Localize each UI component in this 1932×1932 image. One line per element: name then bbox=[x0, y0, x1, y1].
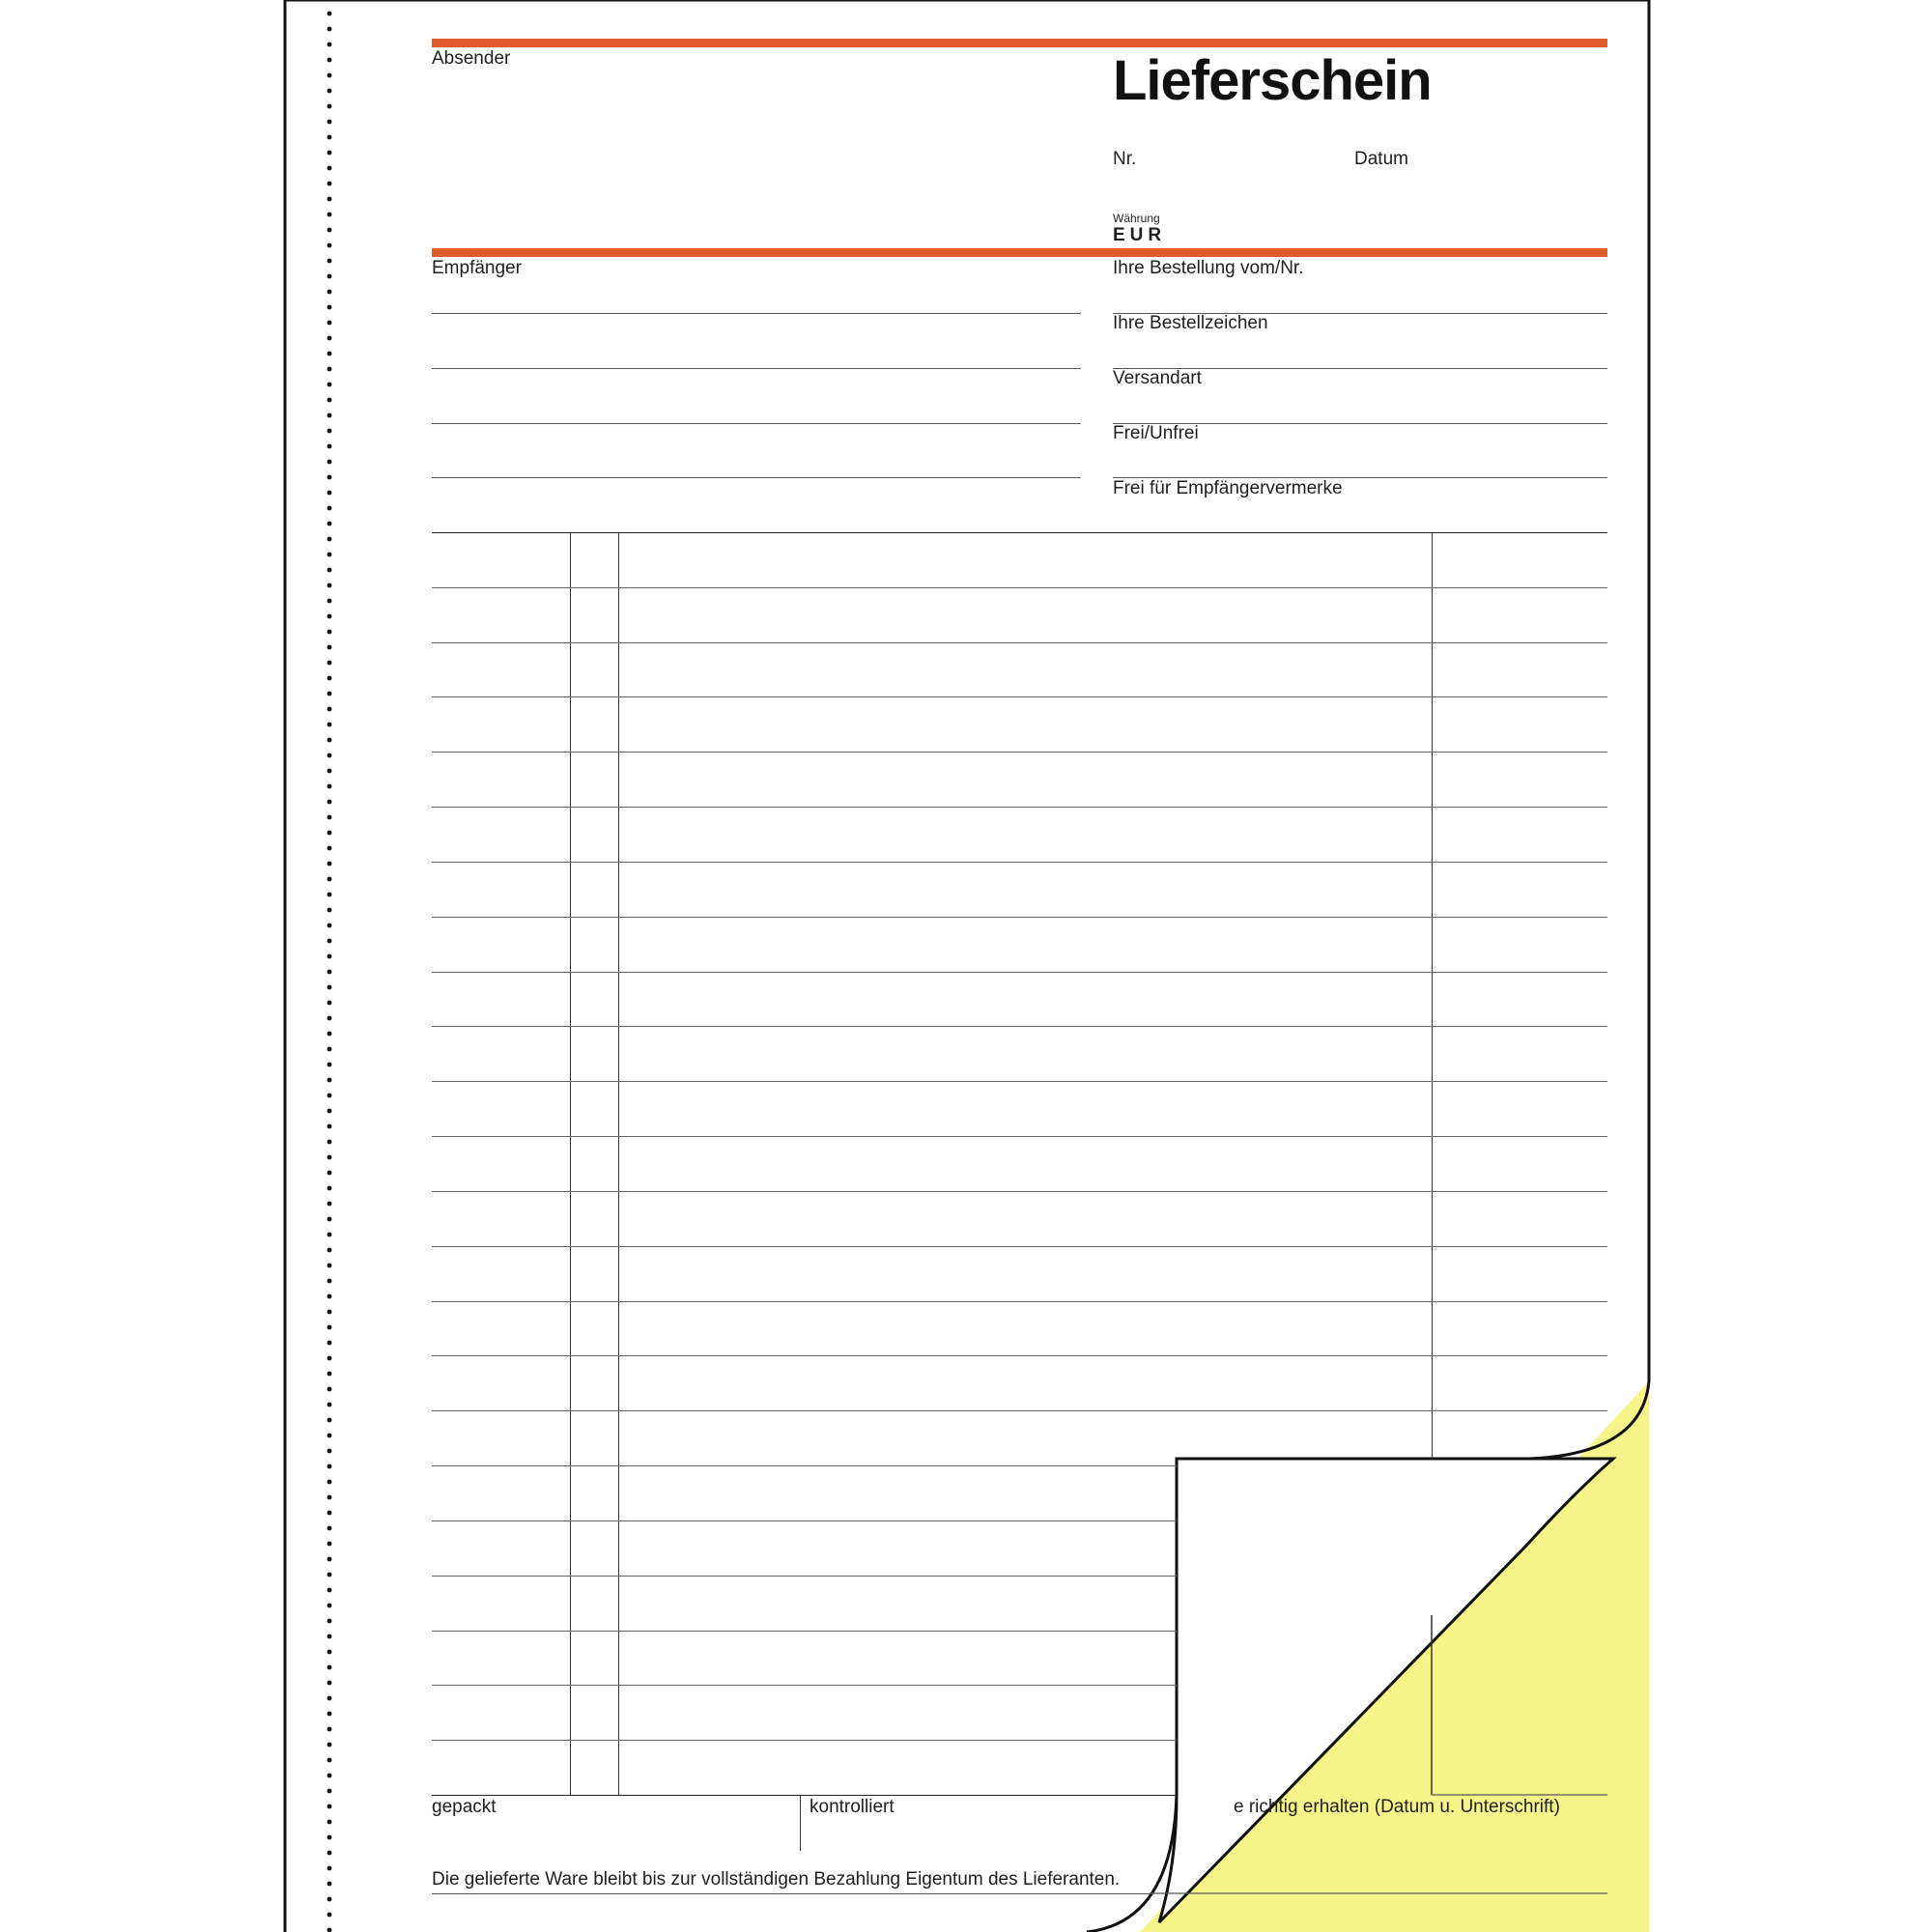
perforation-dot bbox=[327, 1294, 332, 1299]
table-row-line bbox=[432, 807, 1607, 808]
perforation-dot bbox=[327, 197, 332, 202]
perforation-dot bbox=[327, 784, 332, 789]
table-row-line bbox=[432, 1355, 1607, 1356]
perforation-dot bbox=[327, 1727, 332, 1732]
recipient-label: Empfänger bbox=[432, 258, 522, 278]
perforation-dot bbox=[327, 213, 332, 217]
perforation-dot bbox=[327, 290, 332, 295]
table-row-line bbox=[432, 1410, 1607, 1411]
carriage-label: Frei/Unfrei bbox=[1113, 423, 1199, 443]
perforation-dot bbox=[327, 259, 332, 264]
perforation-dot bbox=[327, 1032, 332, 1037]
perforation-dot bbox=[327, 1449, 332, 1454]
perforation-dot bbox=[327, 1604, 332, 1608]
perforation-dot bbox=[327, 460, 332, 465]
perforation-dot bbox=[327, 1356, 332, 1361]
perforation-dot bbox=[327, 1325, 332, 1330]
table-row-line bbox=[432, 1081, 1607, 1082]
perforation-dot bbox=[327, 1480, 332, 1485]
perforation-dot bbox=[327, 985, 332, 990]
perforation-dot bbox=[327, 305, 332, 310]
number-label: Nr. bbox=[1113, 149, 1137, 169]
table-row-line bbox=[432, 1026, 1607, 1027]
perforation-dot bbox=[327, 723, 332, 727]
perforation-dot bbox=[327, 491, 332, 496]
perforation-dot bbox=[327, 707, 332, 712]
perforation-dot bbox=[327, 1464, 332, 1469]
perforation-dot bbox=[327, 1372, 332, 1377]
perforation-dot bbox=[327, 352, 332, 356]
perforation-dot bbox=[327, 1758, 332, 1763]
perforation-dot bbox=[327, 1155, 332, 1160]
perforation-dot bbox=[327, 243, 332, 248]
table-row-line bbox=[432, 1576, 1177, 1577]
perforation-dot bbox=[327, 1217, 332, 1222]
perforation-dot bbox=[327, 1526, 332, 1531]
perforation-dot bbox=[327, 522, 332, 526]
perforation-dot bbox=[327, 1124, 332, 1129]
perforation-dot bbox=[327, 630, 332, 635]
perforation-dot bbox=[327, 1171, 332, 1176]
column-divider bbox=[1432, 532, 1433, 1458]
header-bottom-rule bbox=[432, 248, 1607, 257]
perforation-dot bbox=[327, 862, 332, 867]
recipient-line bbox=[432, 423, 1081, 424]
perforation-dot bbox=[327, 1186, 332, 1191]
perforation-dot bbox=[327, 831, 332, 836]
perforation-dot bbox=[327, 336, 332, 341]
recipient-line bbox=[432, 477, 1081, 478]
perforation-dot bbox=[327, 120, 332, 125]
perforation-dot bbox=[327, 506, 332, 511]
perforation-dot bbox=[327, 1001, 332, 1006]
recipient-line bbox=[432, 368, 1081, 369]
perforation-dot bbox=[327, 769, 332, 774]
perforation-dot bbox=[327, 413, 332, 418]
perforation-dot bbox=[327, 1619, 332, 1624]
perforation-dot bbox=[327, 73, 332, 78]
table-row-line bbox=[432, 642, 1607, 643]
perforation-dot bbox=[327, 1851, 332, 1856]
perforation-dot bbox=[327, 1681, 332, 1686]
shipping-label: Versandart bbox=[1113, 368, 1202, 388]
perforation-dot bbox=[327, 1264, 332, 1268]
table-row-line bbox=[432, 1520, 1177, 1521]
packed-label: gepackt bbox=[432, 1797, 497, 1817]
perforation-dot bbox=[327, 1542, 332, 1547]
perforation-dot bbox=[327, 1310, 332, 1315]
table-row-line bbox=[432, 1740, 1177, 1741]
perforation-dot bbox=[327, 537, 332, 542]
table-row-line bbox=[432, 696, 1607, 697]
perforation-dot bbox=[327, 908, 332, 913]
table-row-line bbox=[432, 1301, 1607, 1302]
perforation-dot bbox=[327, 738, 332, 743]
perforation-dot bbox=[327, 815, 332, 820]
perforation-dot bbox=[327, 1928, 332, 1932]
perforation-dot bbox=[327, 1109, 332, 1114]
perforation-dot bbox=[327, 1696, 332, 1701]
order-mark-label: Ihre Bestellzeichen bbox=[1113, 313, 1268, 333]
perforation-dot bbox=[327, 274, 332, 279]
table-row-line bbox=[432, 1246, 1607, 1247]
perforation-dot bbox=[327, 1418, 332, 1423]
table-row-line bbox=[432, 1465, 1177, 1466]
perforation-dot bbox=[327, 444, 332, 449]
table-row-line bbox=[432, 972, 1607, 973]
perforation-dot bbox=[327, 1743, 332, 1747]
perforation-dot bbox=[327, 1588, 332, 1593]
perforation-dot bbox=[327, 553, 332, 557]
perforation-dot bbox=[327, 1233, 332, 1237]
perforation-dot bbox=[327, 1557, 332, 1562]
footer-line bbox=[432, 1893, 1151, 1894]
perforation-dot bbox=[327, 614, 332, 619]
perforation-dot bbox=[327, 568, 332, 573]
perforation-dot bbox=[327, 1279, 332, 1284]
perforation-dot bbox=[327, 1403, 332, 1407]
perforation-dots bbox=[327, 12, 332, 1932]
perforation-dot bbox=[327, 135, 332, 140]
perforation-dot bbox=[327, 1016, 332, 1021]
perforation-dot bbox=[327, 645, 332, 650]
perforation-dot bbox=[327, 1387, 332, 1392]
perforation-dot bbox=[327, 970, 332, 975]
perforation-dot bbox=[327, 954, 332, 959]
perforation-dot bbox=[327, 367, 332, 372]
perforation-dot bbox=[327, 151, 332, 156]
perforation-dot bbox=[327, 1835, 332, 1840]
perforation-dot bbox=[327, 1248, 332, 1253]
perforation-dot bbox=[327, 1434, 332, 1438]
perforation-dot bbox=[327, 228, 332, 233]
perforation-dot bbox=[327, 182, 332, 186]
perforation-dot bbox=[327, 1712, 332, 1717]
currency-label: Währung bbox=[1113, 212, 1160, 225]
perforation-dot bbox=[327, 1047, 332, 1052]
checked-label: kontrolliert bbox=[810, 1797, 895, 1817]
date-label: Datum bbox=[1354, 149, 1408, 169]
column-divider bbox=[618, 532, 619, 1796]
perforation-dot bbox=[327, 1573, 332, 1577]
perforation-dot bbox=[327, 1897, 332, 1902]
perforation-dot bbox=[327, 1913, 332, 1918]
perforation-dot bbox=[327, 383, 332, 387]
perforation-dot bbox=[327, 1094, 332, 1098]
perforation-dot bbox=[327, 104, 332, 109]
perforation-dot bbox=[327, 166, 332, 171]
footer-note: Die gelieferte Ware bleibt bis zur vollständigen Bezahlung Eigentum des Lieferanten. bbox=[432, 1869, 1121, 1889]
perforation-dot bbox=[327, 1063, 332, 1067]
recipient-notes-label: Frei für Empfängervermerke bbox=[1113, 478, 1343, 498]
perforation-dot bbox=[327, 1789, 332, 1794]
perforation-dot bbox=[327, 676, 332, 681]
perforation-dot bbox=[327, 58, 332, 63]
perforation-dot bbox=[327, 1665, 332, 1670]
currency-value: EUR bbox=[1113, 225, 1167, 245]
perforation-dot bbox=[327, 1202, 332, 1207]
perforation-dot bbox=[327, 661, 332, 666]
table-row-line bbox=[432, 1136, 1607, 1137]
perforation-dot bbox=[327, 475, 332, 480]
perforation-dot bbox=[327, 321, 332, 326]
perforation-dot bbox=[327, 1866, 332, 1871]
perforation-dot bbox=[327, 939, 332, 944]
perforation-dot bbox=[327, 893, 332, 897]
perforation-dot bbox=[327, 1078, 332, 1083]
footer-divider bbox=[800, 1795, 801, 1851]
perforation-dot bbox=[327, 1495, 332, 1500]
perforation-dot bbox=[327, 43, 332, 47]
recipient-line bbox=[432, 313, 1081, 314]
perforation-dot bbox=[327, 599, 332, 604]
table-row-line bbox=[432, 917, 1607, 918]
form-title: Lieferschein bbox=[1113, 49, 1432, 112]
perforation-dot bbox=[327, 89, 332, 94]
perforation-dot bbox=[327, 398, 332, 403]
perforation-dot bbox=[327, 1341, 332, 1346]
perforation-dot bbox=[327, 923, 332, 928]
perforation-dot bbox=[327, 753, 332, 758]
perforation-dot bbox=[327, 877, 332, 882]
perforation-dot bbox=[327, 27, 332, 32]
perforation-dot bbox=[327, 1511, 332, 1516]
table-row-line bbox=[432, 752, 1607, 753]
perforation-dot bbox=[327, 846, 332, 851]
perforation-dot bbox=[327, 12, 332, 16]
header-top-rule bbox=[432, 39, 1607, 47]
table-bottom-border bbox=[432, 1795, 1177, 1796]
sender-label: Absender bbox=[432, 48, 511, 69]
perforation-dot bbox=[327, 583, 332, 588]
table-row-line bbox=[432, 862, 1607, 863]
perforation-dot bbox=[327, 692, 332, 696]
table-row-line bbox=[432, 1191, 1607, 1192]
table-row-line bbox=[432, 587, 1607, 588]
table-row-line bbox=[432, 1685, 1177, 1686]
perforation-dot bbox=[327, 1804, 332, 1809]
perforation-dot bbox=[327, 1634, 332, 1639]
perforation-dot bbox=[327, 1820, 332, 1825]
perforation-dot bbox=[327, 1882, 332, 1887]
perforation-dot bbox=[327, 1140, 332, 1145]
perforation-dot bbox=[327, 800, 332, 805]
perforation-dot bbox=[327, 1650, 332, 1655]
order-label: Ihre Bestellung vom/Nr. bbox=[1113, 258, 1304, 278]
perforation-dot bbox=[327, 1774, 332, 1778]
received-label: e richtig erhalten (Datum u. Unterschrift) bbox=[1234, 1797, 1560, 1817]
column-divider bbox=[570, 532, 571, 1796]
perforation-dot bbox=[327, 429, 332, 434]
table-row-line bbox=[432, 1631, 1177, 1632]
